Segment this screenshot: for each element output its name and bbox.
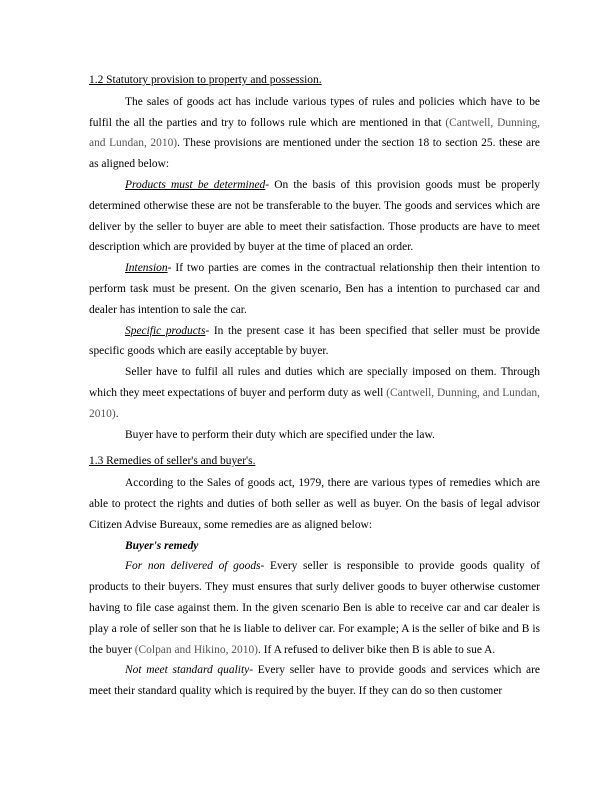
document-page: [89, 70, 540, 702]
paragraph-intension: [89, 258, 540, 320]
period: .: [115, 407, 119, 420]
seller-duties-text: Seller have to fulfil all rules and duties which are specially imposed on them. Through which they meet expectations of buyer and perform duty as well: [89, 366, 540, 399]
term-text: - If two parties are comes in the contractual relationship then their intention to perform task must be present. On the given scenario, Ben has a intention to purchased car and dealer has intention to sale the car.: [89, 262, 540, 316]
term-specific-products: Specific products: [125, 324, 206, 337]
term-standard-quality: Not meet standard quality: [125, 664, 250, 677]
paragraph-specific-products: [89, 321, 540, 363]
paragraph-intro-1-3: According to the Sales of goods act, 1979, there are various types of remedies which are able to protect the rights and duties of both seller as well as buyer. On the basis of legal advisor Citizen Advise Bureaux, some remedies are as aligned below:: [89, 477, 540, 531]
paragraph-non-delivery: [89, 556, 540, 660]
citation: (Colpan and Hikino, 2010): [134, 643, 258, 656]
subheading-buyers-remedy: Buyer's remedy: [125, 539, 199, 552]
section-heading-1-2: 1.2 Statutory provision to property and possession.: [89, 74, 322, 86]
term-text: - Every seller have to provide goods and services which are meet their standard quality which is required by the buyer. If they can do so then customer: [89, 664, 540, 698]
paragraph-buyer-duties: Buyer have to perform their duty which are specified under the law.: [125, 428, 435, 441]
section-heading-1-3: 1.3 Remedies of seller's and buyer's.: [89, 455, 256, 468]
term-products-determined: Products must be determined: [125, 178, 266, 191]
term-non-delivery: For non delivered of goods: [125, 560, 261, 573]
term-text: - On the basis of this provision goods must be properly determined otherwise these are not be transferable to the buyer. The goods and services which are deliver by the seller to buyer are able to meet their satisfaction. Those products are have to meet description which are provided by buyer at the time of placed an order.: [89, 178, 540, 254]
paragraph-intro-1-2: [89, 92, 540, 175]
paragraph-seller-duties: [89, 362, 540, 424]
term-intension: Intension: [125, 262, 168, 275]
citation: (Cantwell, Dunning, and Lundan, 2010): [89, 116, 540, 150]
term-text-end: . If A refused to deliver bike then B is able to sue A.: [258, 643, 496, 656]
intro-text-b: . These provisions are mentioned under the section 18 to section 25. these are as aligned below:: [89, 137, 540, 171]
paragraph-products-determined: [89, 175, 540, 258]
paragraph-standard-quality: [89, 660, 540, 702]
term-text: - Every seller is responsible to provide goods quality of products to their buyers. They must ensures that surly deliver goods to buyer otherwise customer having to file case against them. In the given scenario Ben is able to receive car and car dealer is play a role of seller son that he is liable to deliver car. For example; A is the seller of bike and B is the buyer: [89, 560, 540, 656]
term-text: - In the present case it has been specified that seller must be provide specific goods which are easily acceptable by buyer.: [89, 324, 540, 358]
citation: (Cantwell, Dunning, and Lundan, 2010): [89, 386, 540, 420]
intro-text-a: The sales of goods act has include various types of rules and policies which have to be fulfil the all the parties and try to follows rule which are mentioned in that: [89, 95, 540, 129]
